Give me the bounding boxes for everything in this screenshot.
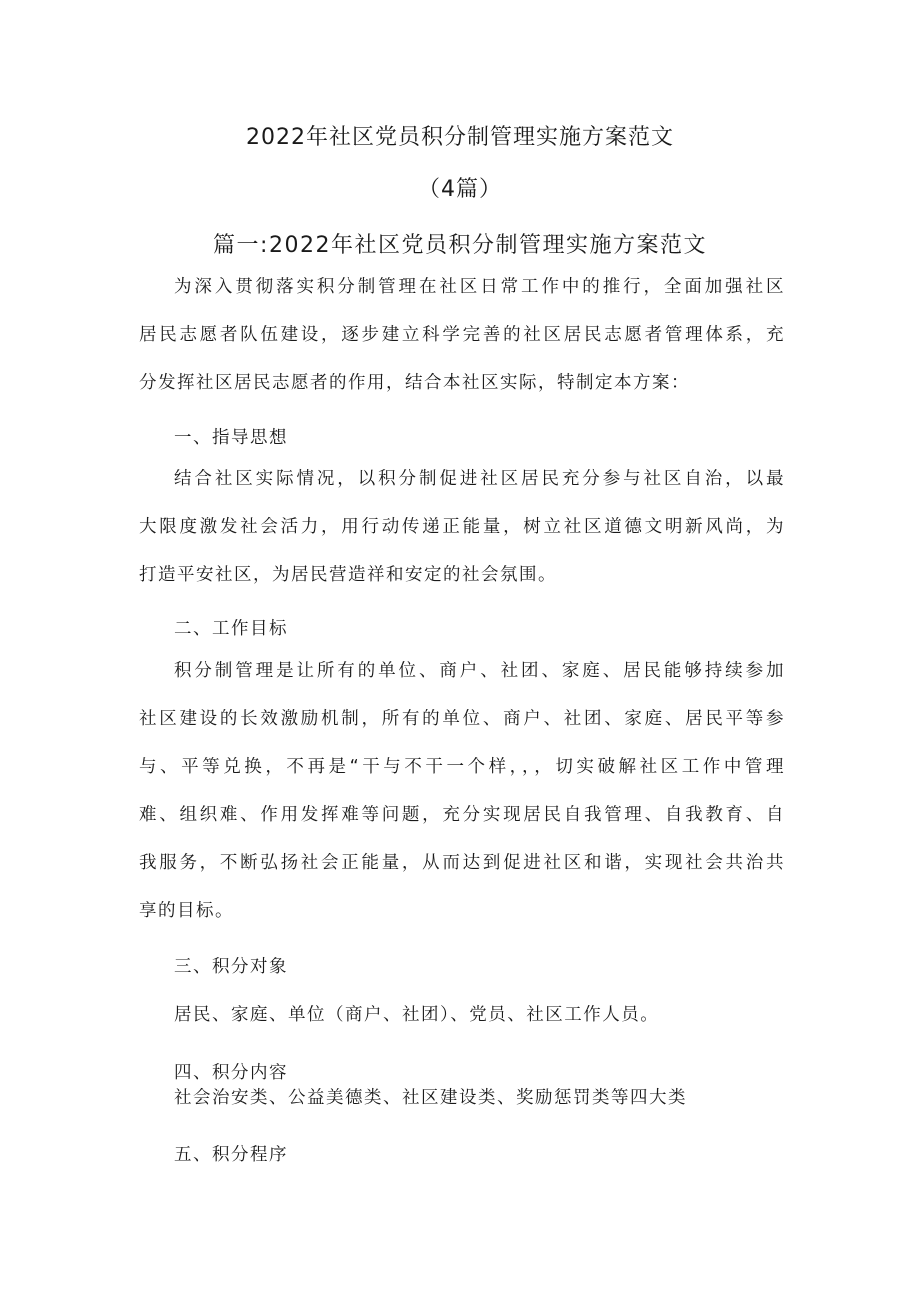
paragraph-line: 打造平安社区，为居民营造祥和安定的社会氛围。 bbox=[139, 565, 557, 585]
section-heading-scoring-content: 四、积分内容 bbox=[174, 1063, 288, 1083]
paragraph-line: 享的目标。 bbox=[139, 901, 234, 921]
paragraph-line: 我服务，不断弘扬社会正能量，从而达到促进社区和谐，实现社会共治共 bbox=[139, 853, 785, 873]
paragraph-line: 为深入贯彻落实积分制管理在社区日常工作中的推行，全面加强社区 bbox=[174, 277, 785, 297]
document-title-count: （4篇） bbox=[418, 177, 502, 202]
paragraph-line: 社区建设的长效激励机制，所有的单位、商户、社团、家庭、居民平等参 bbox=[139, 709, 785, 729]
section1-paragraph bbox=[139, 455, 785, 599]
paragraph-line: 积分制管理是让所有的单位、商户、社团、家庭、居民能够持续参加 bbox=[174, 661, 785, 681]
section-heading-work-goals: 二、工作目标 bbox=[174, 619, 288, 639]
section-heading-scoring-targets: 三、积分对象 bbox=[174, 957, 288, 977]
paragraph-line: 与、平等兑换，不再是“干与不干一个样，，，切实破解社区工作中管理 bbox=[139, 757, 785, 777]
paragraph-line: 分发挥社区居民志愿者的作用，结合本社区实际，特制定本方案： bbox=[139, 373, 690, 393]
paragraph-line: 大限度激发社会活力，用行动传递正能量，树立社区道德文明新风尚，为 bbox=[139, 517, 785, 537]
document-subtitle: 篇一:2022年社区党员积分制管理实施方案范文 bbox=[213, 233, 707, 258]
paragraph-line: 结合社区实际情况，以积分制促进社区居民充分参与社区自治，以最 bbox=[174, 469, 785, 489]
section-heading-guiding-ideology: 一、指导思想 bbox=[174, 428, 288, 448]
paragraph-line: 居民志愿者队伍建设，逐步建立科学完善的社区居民志愿者管理体系，充 bbox=[139, 325, 785, 345]
document-title: 2022年社区党员积分制管理实施方案范文 bbox=[246, 125, 674, 150]
section2-paragraph bbox=[139, 647, 785, 935]
paragraph-line: 难、组织难、作用发挥难等问题，充分实现居民自我管理、自我教育、自 bbox=[139, 805, 785, 825]
intro-paragraph bbox=[139, 263, 785, 407]
section3-text: 居民、家庭、单位（商户、社团）、党员、社区工作人员。 bbox=[174, 1005, 660, 1025]
section4-text: 社会治安类、公益美德类、社区建设类、奖励惩罚类等四大类 bbox=[174, 1088, 687, 1108]
section-heading-scoring-procedure: 五、积分程序 bbox=[174, 1145, 288, 1165]
